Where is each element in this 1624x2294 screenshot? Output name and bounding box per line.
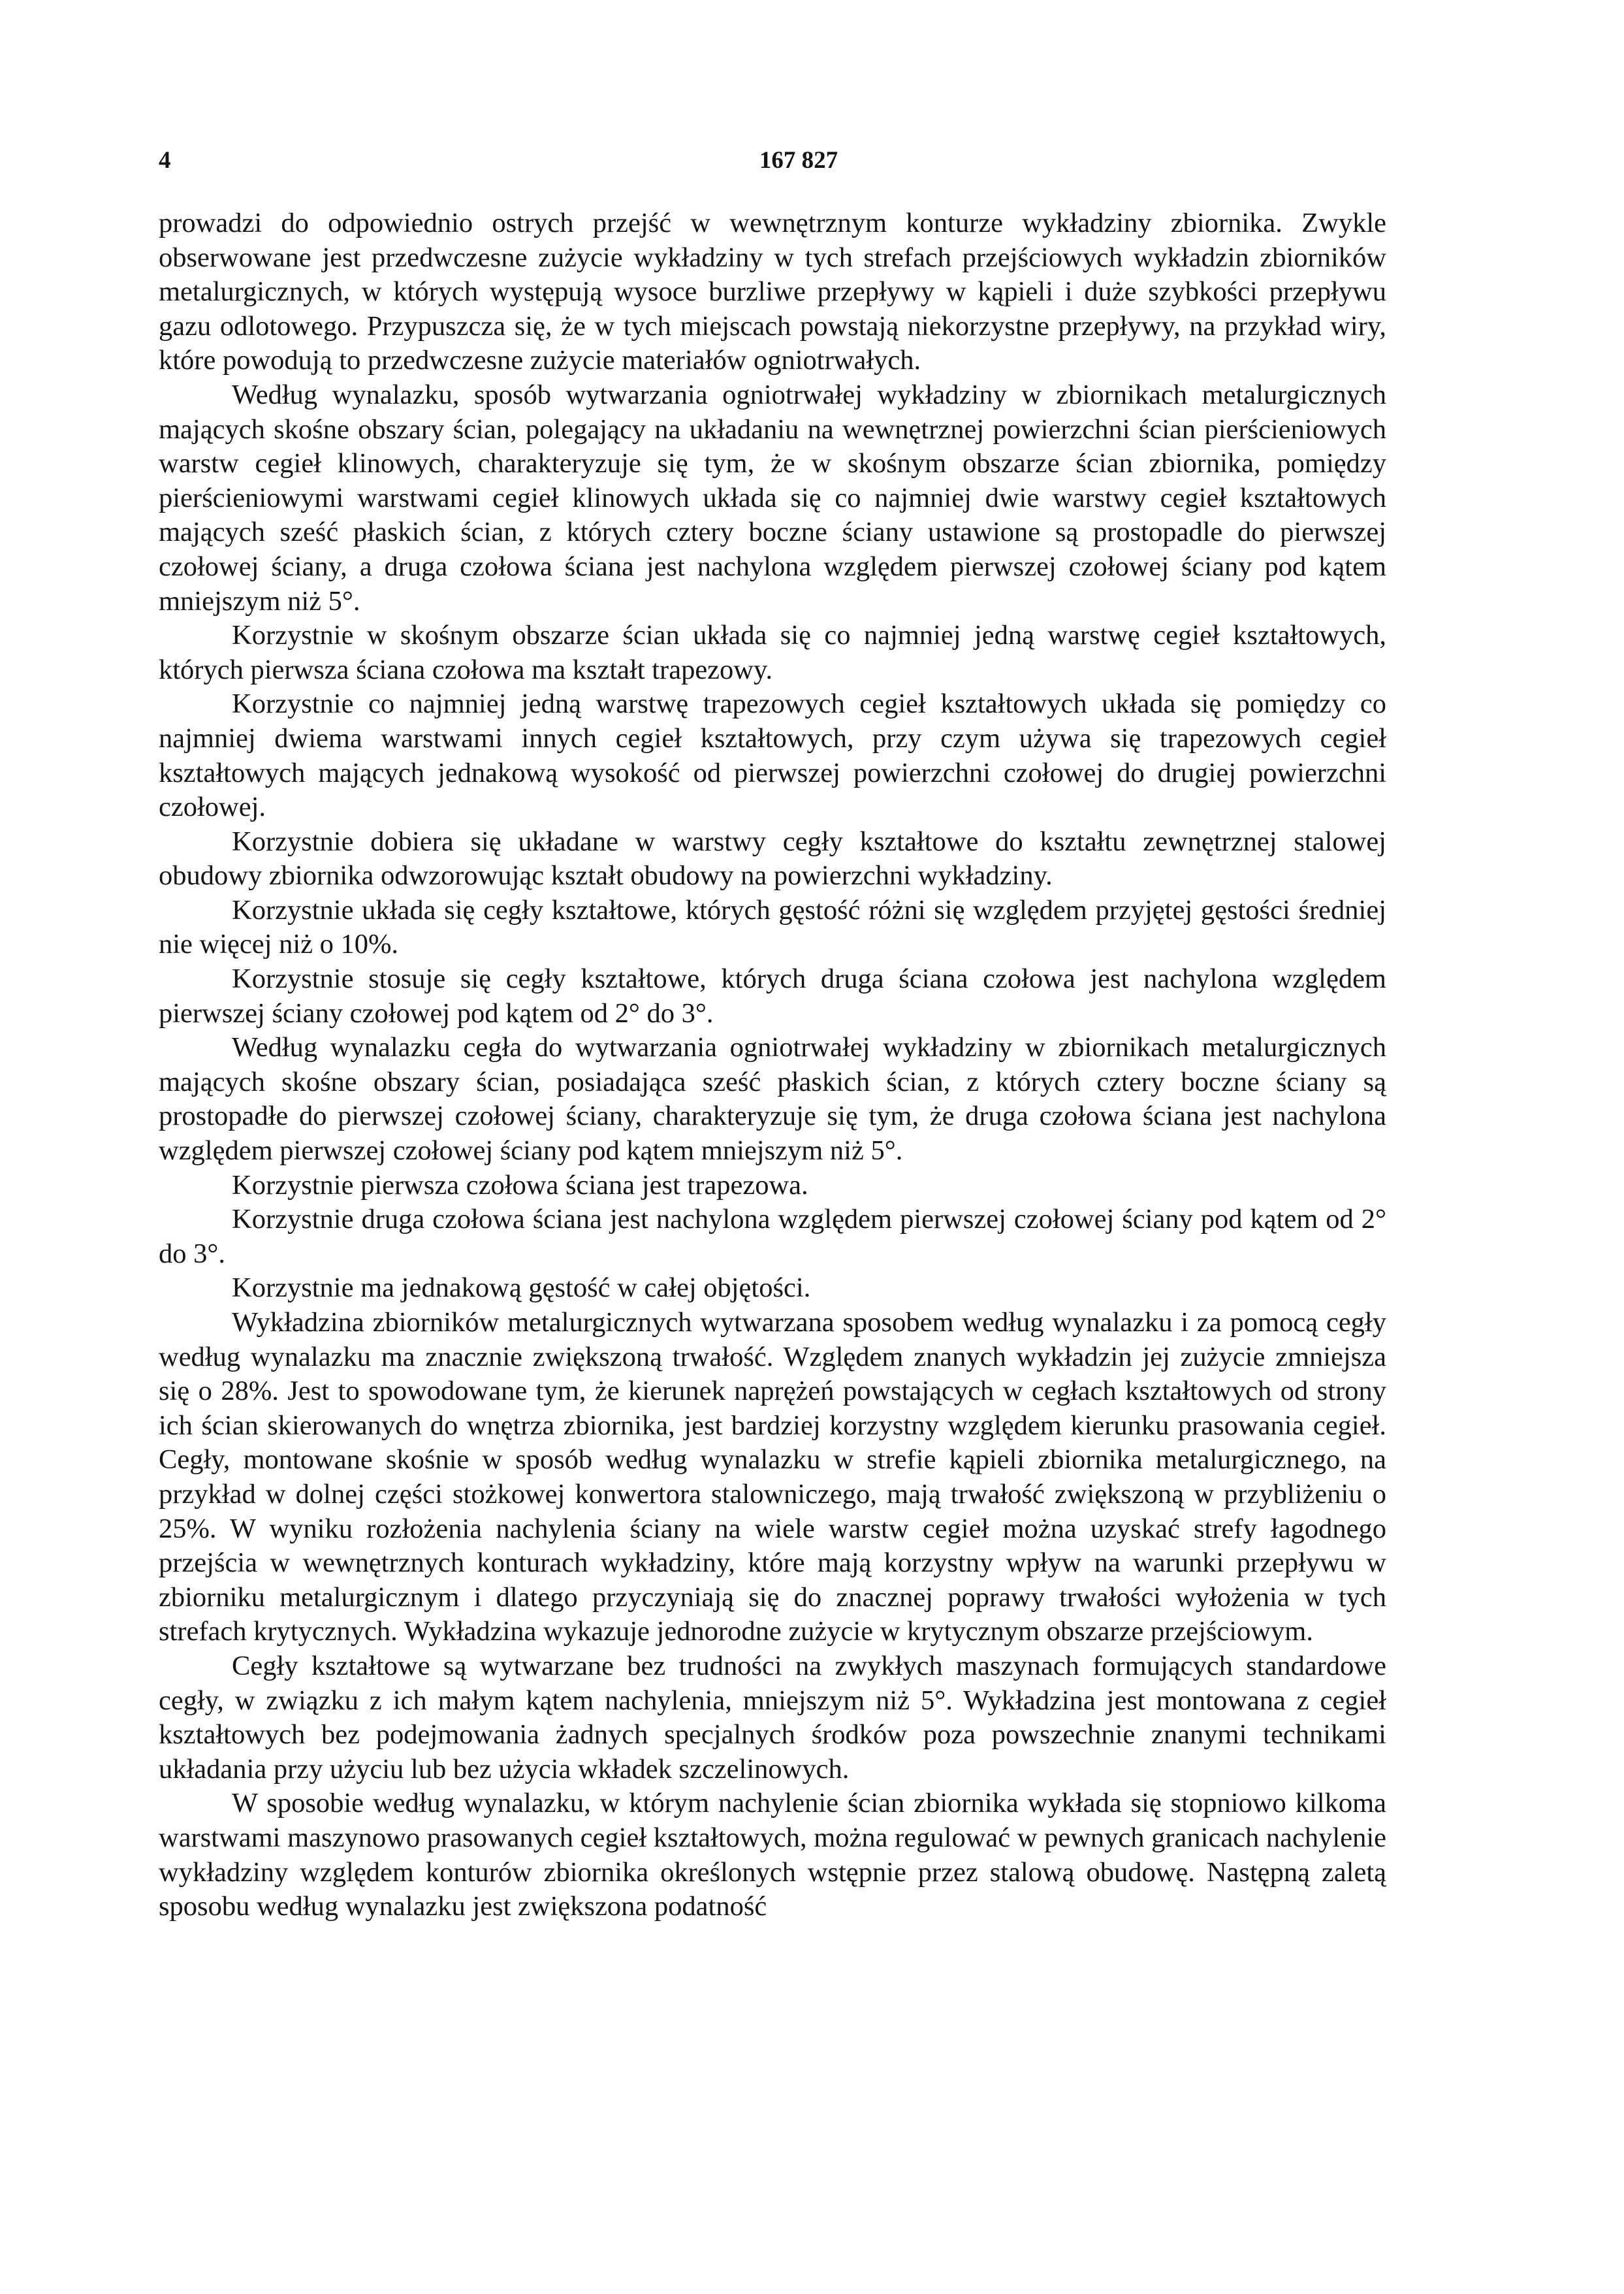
- paragraph: Korzystnie stosuje się cegły kształtowe, których druga ściana czołowa jest nachylona względem pierwszej ściany czołowej pod kątem od 2° do 3°.: [159, 963, 1386, 1029]
- paragraph: Korzystnie pierwsza czołowa ściana jest trapezowa.: [232, 1169, 808, 1201]
- paragraph: Wykładzina zbiorników metalurgicznych wytwarzana sposobem według wynalazku i za pomocą cegły według wynalazku ma znacznie zwiększoną trwałość. Względem znanych wykładzin jej zużycie zmniejsza się o 28%. Jest to spowodowane tym, że kierunek naprężeń powstających w cegłach kształtowych od strony ich ścian skierowanych do wnętrza zbiornika, jest bardziej korzystny względem kierunku prasowania cegieł. Cegły, montowane skośnie w sposób według wynalazku w strefie kąpieli zbiornika metalurgicznego, na przykład w dolnej części stożkowej konwertora stalowniczego, mają trwałość zwiększoną w przybliżeniu o 25%. W wyniku rozłożenia nachylenia ściany na wiele warstw cegieł można uzyskać strefy łagodnego przejścia w wewnętrznych konturach wykładziny, które mają korzystny wpływ na warunki przepływu w zbiorniku metalurgicznym i dlatego przyczyniają się do znacznej poprawy trwałości wyłożenia w tych strefach krytycznych. Wykładzina wykazuje jednorodne zużycie w krytycznym obszarze przejściowym.: [159, 1307, 1386, 1647]
- paragraph: Korzystnie ma jednakową gęstość w całej objętości.: [232, 1272, 811, 1304]
- body-text: [159, 206, 1386, 1924]
- paragraph: Korzystnie w skośnym obszarze ścian układa się co najmniej jedną warstwę cegieł kształtowych, których pierwsza ściana czołowa ma kształt trapezowy.: [159, 620, 1386, 685]
- paragraph: Cegły kształtowe są wytwarzane bez trudności na zwykłych maszynach formujących standardowe cegły, w związku z ich małym kątem nachylenia, mniejszym niż 5°. Wykładzina jest montowana z cegieł kształtowych bez podejmowania żadnych specjalnych środków poza powszechnie znanymi technikami układania przy użyciu lub bez użycia wkładek szczelinowych.: [159, 1650, 1386, 1785]
- paragraph: Korzystnie układa się cegły kształtowe, których gęstość różni się względem przyjętej gęstości średniej nie więcej niż o 10%.: [159, 894, 1386, 960]
- page-header: [159, 146, 1386, 186]
- page-number: 4: [159, 147, 171, 174]
- paragraph: Korzystnie dobiera się układane w warstwy cegły kształtowe do kształtu zewnętrznej stalowej obudowy zbiornika odwzorowując kształt obudowy na powierzchni wykładziny.: [159, 826, 1386, 892]
- paragraph: Według wynalazku cegła do wytwarzania ogniotrwałej wykładziny w zbiornikach metalurgicznych mających skośne obszary ścian, posiadająca sześć płaskich ścian, z których cztery boczne ściany są prostopadłe do pierwszej czołowej ściany, charakteryzuje się tym, że druga czołowa ściana jest nachylona względem pierwszej czołowej ściany pod kątem mniejszym niż 5°.: [159, 1032, 1386, 1167]
- paragraph: prowadzi do odpowiednio ostrych przejść w wewnętrznym konturze wykładziny zbiornika. Zwykle obserwowane jest przedwczesne zużycie wykładziny w tych strefach przejściowych wykładzin zbiorników metalurgicznych, w których występują wysoce burzliwe przepływy w kąpieli i duże szybkości przepływu gazu odlotowego. Przypuszcza się, że w tych miejscach powstają niekorzystne przepływy, na przykład wiry, które powodują to przedwczesne zużycie materiałów ogniotrwałych.: [159, 208, 1386, 376]
- patent-number: 167 827: [759, 147, 838, 174]
- paragraph: Według wynalazku, sposób wytwarzania ogniotrwałej wykładziny w zbiornikach metalurgicznych mających skośne obszary ścian, polegający na układaniu na wewnętrznej powierzchni ścian pierścieniowych warstw cegieł klinowych, charakteryzuje się tym, że w skośnym obszarze ścian zbiornika, pomiędzy pierścieniowymi warstwami cegieł klinowych układa się co najmniej dwie warstwy cegieł kształtowych mających sześć płaskich ścian, z których cztery boczne ściany ustawione są prostopadle do pierwszej czołowej ściany, a druga czołowa ściana jest nachylona względem pierwszej czołowej ściany pod kątem mniejszym niż 5°.: [159, 379, 1386, 617]
- paragraph: Korzystnie co najmniej jedną warstwę trapezowych cegieł kształtowych układa się pomiędzy co najmniej dwiema warstwami innych cegieł kształtowych, przy czym używa się trapezowych cegieł kształtowych mających jednakową wysokość od pierwszej powierzchni czołowej do drugiej powierzchni czołowej.: [159, 688, 1386, 823]
- paragraph: Korzystnie druga czołowa ściana jest nachylona względem pierwszej czołowej ściany pod kątem od 2° do 3°.: [159, 1204, 1386, 1269]
- paragraph: W sposobie według wynalazku, w którym nachylenie ścian zbiornika wykłada się stopniowo kilkoma warstwami maszynowo prasowanych cegieł kształtowych, można regulować w pewnych granicach nachylenie wykładziny względem konturów zbiornika określonych wstępnie przez stalową obudowę. Następną zaletą sposobu według wynalazku jest zwiększona podatność: [159, 1788, 1386, 1922]
